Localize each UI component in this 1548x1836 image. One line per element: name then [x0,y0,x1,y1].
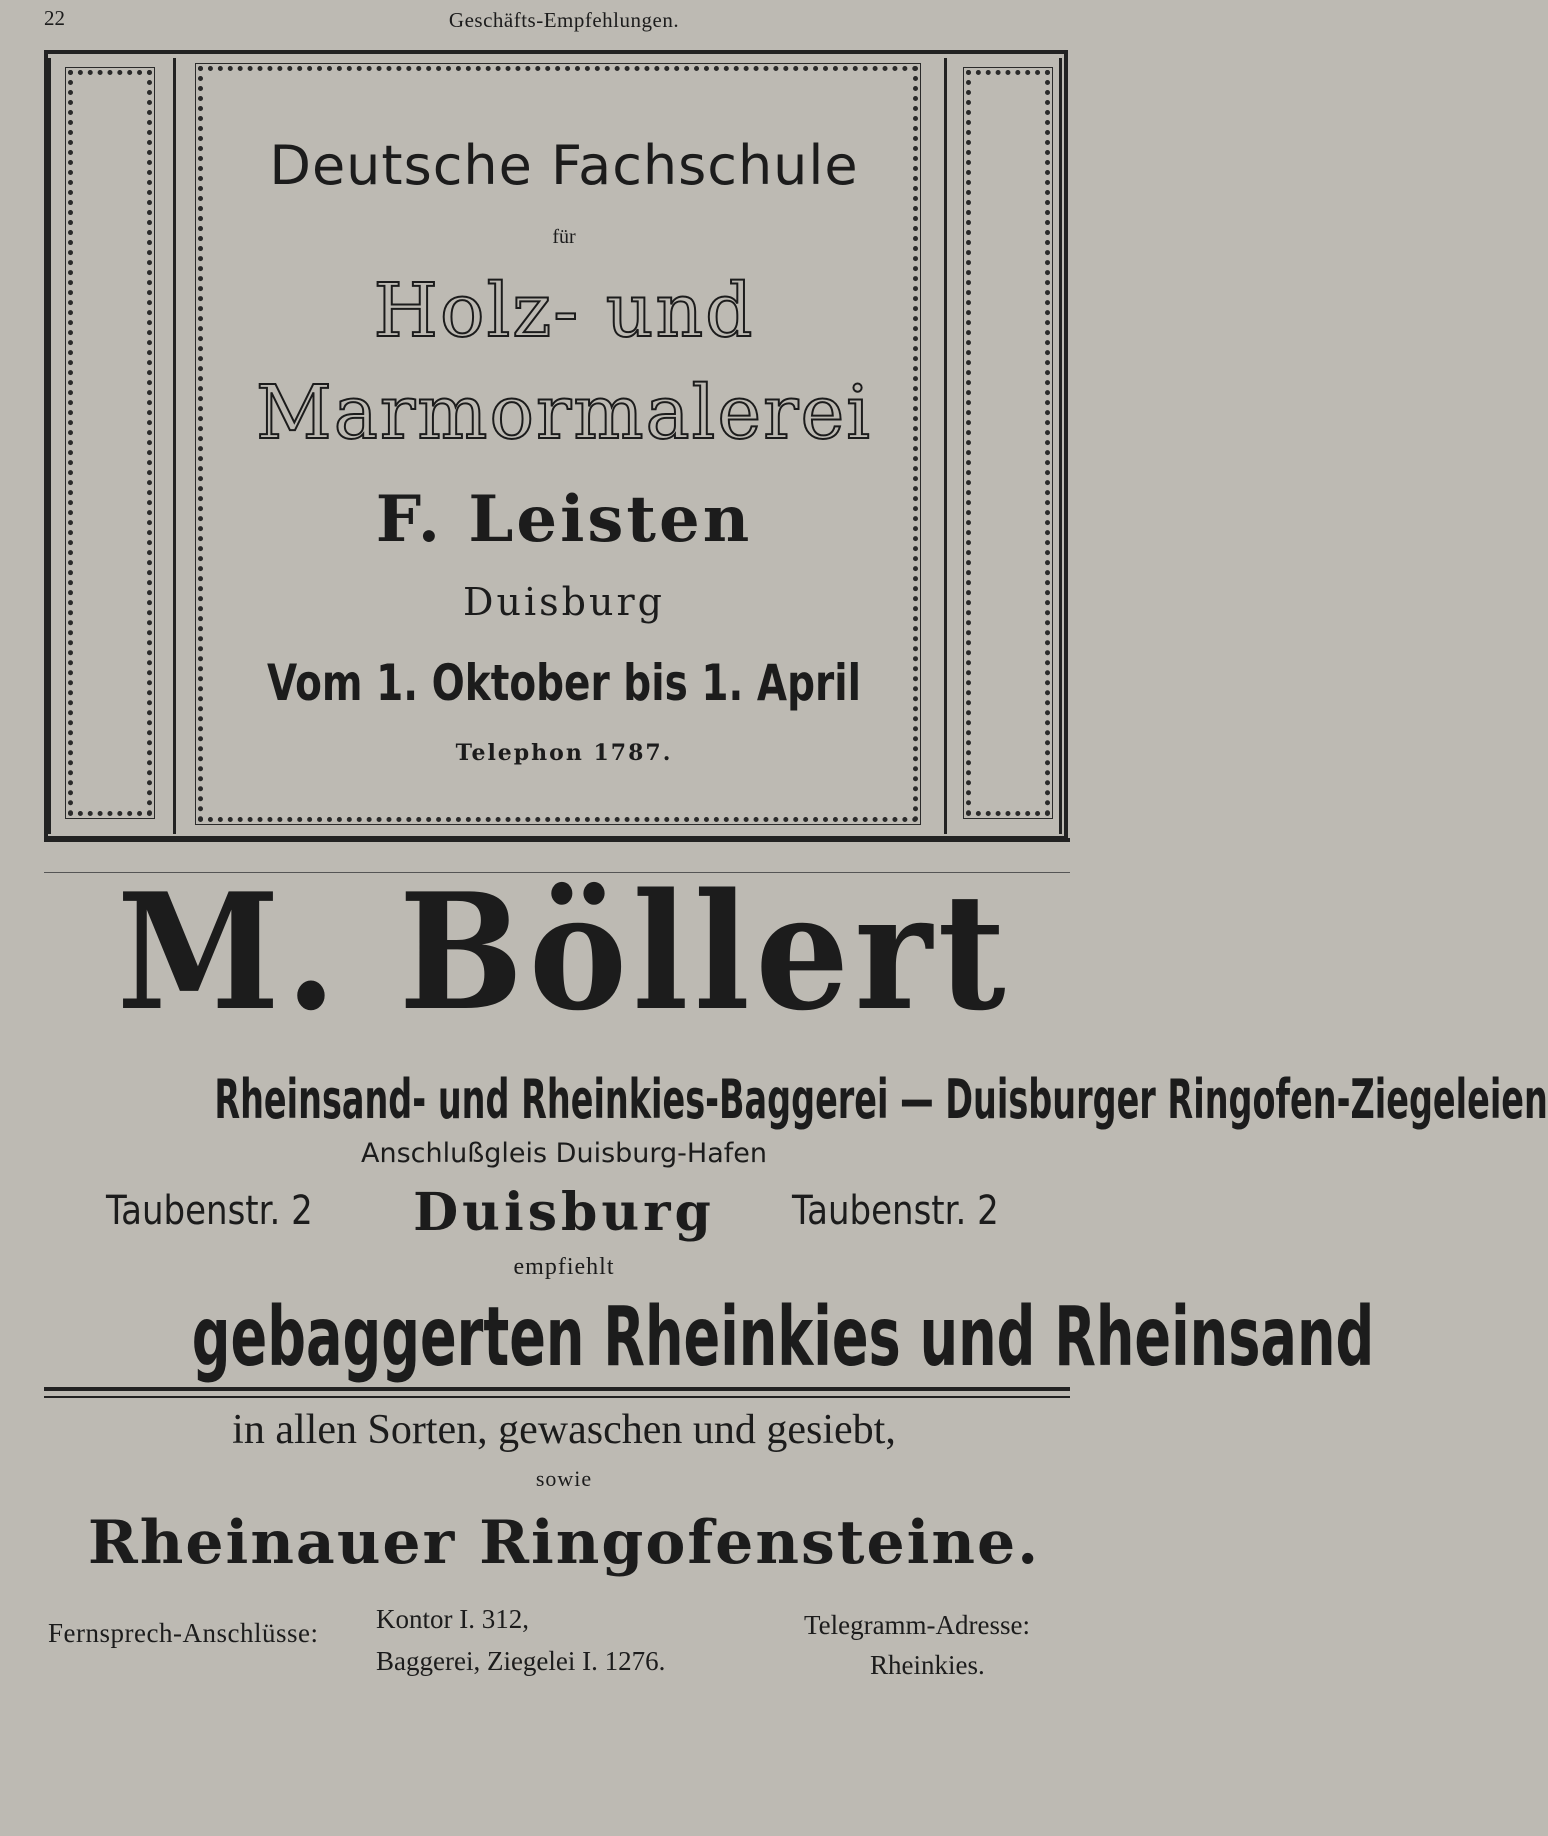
school-fuer: für [552,226,576,248]
school-period: Vom 1. Oktober bis 1. April [267,654,861,712]
school-subject-line2: Marmormalerei [256,370,872,456]
company-trades: Rheinsand- und Rheinkies-Baggerei — Duisburger Ringofen-Ziegeleien [214,1068,1548,1131]
school-subject-line1: Holz- und [373,268,755,354]
company-variety: in allen Sorten, gewaschen und gesiebt, [232,1407,896,1453]
company-siding: Anschlußgleis Duisburg-Hafen [361,1138,767,1169]
running-title: Geschäfts-Empfehlungen. [448,8,680,32]
company-city: Duisburg [413,1182,715,1243]
phone-label: Fernsprech-Anschlüsse: [48,1618,319,1648]
page-number: 22 [44,6,65,30]
company-name: M. Böllert [116,858,1012,1046]
products-rule-thick [44,1387,1070,1391]
school-title: Deutsche Fachschule [269,134,859,197]
company-products: gebaggerten Rheinkies und Rheinsand [191,1290,1375,1385]
company-bricks: Rheinauer Ringofensteine. [87,1508,1041,1578]
telegram-value: Rheinkies. [870,1650,985,1680]
phone-works: Baggerei, Ziegelei I. 1276. [376,1646,666,1676]
street-address-right: Taubenstr. 2 [792,1188,999,1234]
school-city: Duisburg [463,580,665,624]
company-sowie: sowie [535,1466,593,1491]
school-phone: Telephon 1787. [455,740,673,766]
school-owner: F. Leisten [375,482,753,557]
frame-bottom-rule [44,838,1070,842]
company-recommends: empfiehlt [513,1254,615,1280]
telegram-label: Telegramm-Adresse: [804,1610,1031,1640]
phone-office: Kontor I. 312, [376,1604,529,1634]
products-rule-thin [44,1396,1070,1398]
street-address-left: Taubenstr. 2 [106,1188,313,1234]
